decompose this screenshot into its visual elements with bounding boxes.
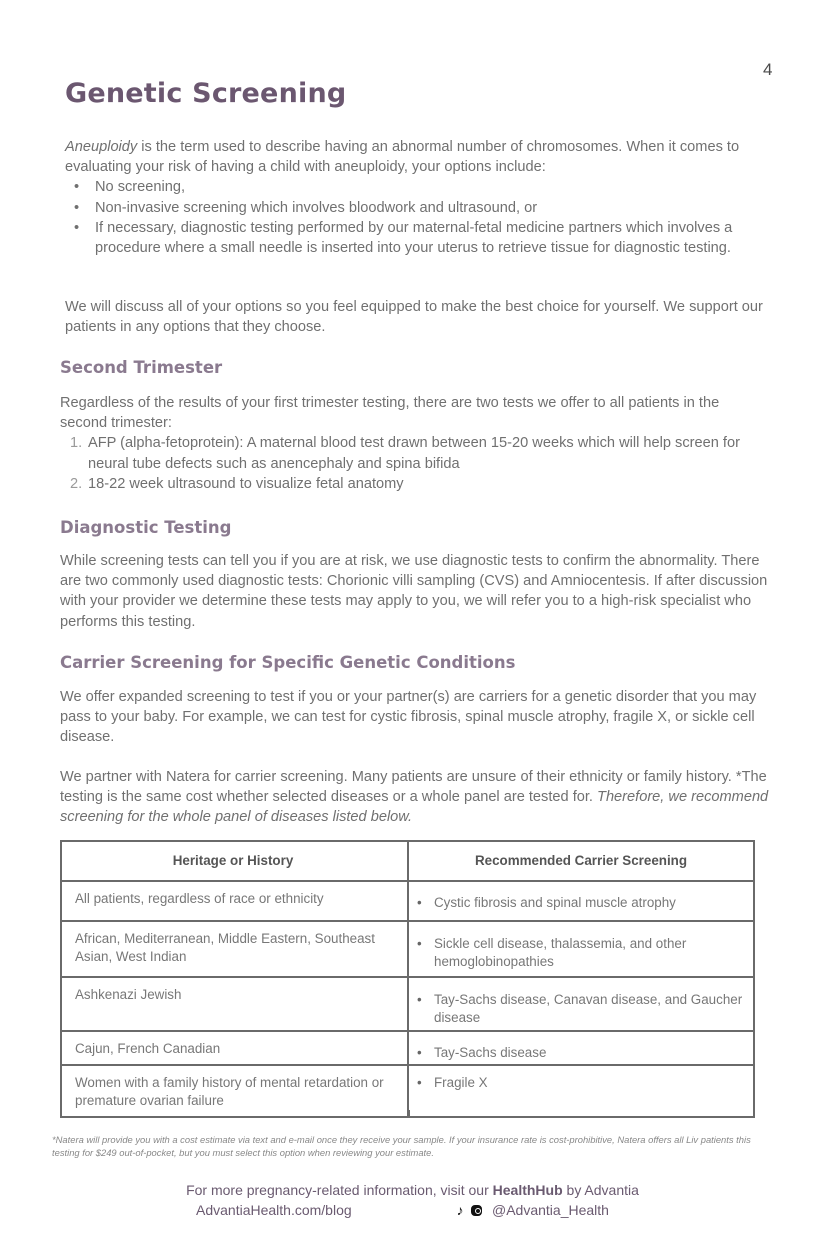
screening-cell — [409, 1032, 753, 1064]
second-trimester-paragraph: Regardless of the results of your first trimester testing, there are two tests we offer to all patients in the second trimester: — [60, 395, 720, 432]
list-number: 1. — [70, 435, 83, 452]
options-list — [65, 177, 775, 258]
table-header-row — [62, 842, 753, 880]
social-handle[interactable]: @Advantia_Health — [492, 1202, 609, 1218]
natera-text: We partner with Natera for carrier screening. Many patients are unsure of their ethnicity or family history. *The testing is the same cost whether selected diseases or a whole panel are tested for. — [60, 769, 767, 806]
bullet-icon: • — [417, 1075, 422, 1090]
intro-paragraph — [65, 137, 775, 177]
carrier-screening-heading: Carrier Screening for Specific Genetic Conditions — [60, 653, 516, 672]
diagnostic-paragraph: While screening tests can tell you if you are at risk, we use diagnostic tests to confirm the abnormality. There are two commonly used diagnostic tests: Chorionic villi sampling (CVS) and Amniocentesis. If after discussion with your provider we determine these tests may apply to you, we will refer you to a high-risk specialist who performs this testing. — [60, 553, 768, 630]
carrier-paragraph: We offer expanded screening to test if you or your partner(s) are carriers for a genetic disorder that you may pass to your baby. For example, we can test for cystic fibrosis, spinal muscle atrophy, fragile X, or sickle cell disease. — [60, 689, 757, 746]
page-title: Genetic Screening — [65, 78, 347, 109]
screening-cell — [409, 882, 753, 920]
screening-text: Sickle cell disease, thalassemia, and other hemoglobinopathies — [434, 936, 687, 969]
screening-text: Fragile X — [434, 1075, 488, 1090]
tests-list — [60, 433, 770, 494]
page-number: 4 — [763, 60, 773, 79]
bullet-icon: • — [417, 895, 422, 910]
screening-cell — [409, 978, 753, 1030]
list-item: • No screening, — [95, 177, 775, 197]
discuss-paragraph: We will discuss all of your options so you feel equipped to make the best choice for yourself. We support our patients in any options that they choose. — [65, 299, 763, 336]
screening-text: Tay-Sachs disease — [434, 1045, 547, 1060]
bullet-icon: • — [417, 936, 422, 951]
table-divider — [408, 1110, 410, 1118]
screening-text: Cystic fibrosis and spinal muscle atrophy — [434, 895, 676, 910]
second-trimester-heading: Second Trimester — [60, 358, 223, 377]
table-row — [62, 920, 753, 976]
list-item: • If necessary, diagnostic testing performed by our maternal-fetal medicine partners which involves a procedure where a small needle is inserted into your uterus to retrieve tissue for diagnostic testing. — [95, 218, 775, 258]
footer-info — [0, 1182, 825, 1198]
heritage-cell: Ashkenazi Jewish — [62, 978, 409, 1030]
natera-paragraph — [60, 767, 775, 828]
list-number: 2. — [70, 475, 83, 492]
instagram-icon[interactable] — [471, 1205, 482, 1216]
natera-recommendation: Therefore, we recommend screening for the whole panel of diseases listed below. — [60, 789, 769, 826]
tiktok-icon[interactable]: ♪ — [456, 1202, 464, 1218]
social-links — [453, 1202, 609, 1218]
second-trimester-section — [60, 393, 770, 494]
table-row — [62, 976, 753, 1030]
list-item — [70, 433, 770, 473]
heritage-cell: Women with a family history of mental retardation or premature ovarian failure — [62, 1066, 409, 1116]
heritage-cell: Cajun, French Canadian — [62, 1032, 409, 1064]
intro-text: is the term used to describe having an abnormal number of chromosomes. When it comes to evaluating your risk of having a child with aneuploidy, your options include: — [65, 139, 740, 176]
intro-term: Aneuploidy — [65, 139, 138, 155]
list-text: 18-22 week ultrasound to visualize fetal anatomy — [88, 475, 404, 492]
list-item — [70, 474, 770, 494]
list-text: AFP (alpha-fetoprotein): A maternal blood test drawn between 15-20 weeks which will help screen for neural tube defects such as anencephaly and spina bifida — [88, 435, 740, 472]
heritage-cell: All patients, regardless of race or ethnicity — [62, 882, 409, 920]
list-item: • Non-invasive screening which involves bloodwork and ultrasound, or — [95, 198, 775, 218]
intro-section — [65, 137, 775, 258]
diagnostic-testing-heading: Diagnostic Testing — [60, 518, 232, 537]
footer-prefix: For more pregnancy-related information, visit our — [186, 1182, 493, 1198]
blog-link[interactable]: AdvantiaHealth.com/blog — [196, 1202, 352, 1218]
table-row — [62, 880, 753, 920]
healthhub-link[interactable]: HealthHub — [492, 1182, 563, 1198]
header-heritage: Heritage or History — [62, 842, 409, 880]
carrier-screening-table — [60, 840, 755, 1118]
screening-cell — [409, 1066, 753, 1116]
footer-suffix: by Advantia — [562, 1182, 639, 1198]
heritage-cell: African, Mediterranean, Middle Eastern, Southeast Asian, West Indian — [62, 922, 409, 976]
table-row — [62, 1064, 753, 1116]
bullet-icon: • — [417, 1045, 422, 1060]
header-screening: Recommended Carrier Screening — [474, 853, 688, 868]
footnote: *Natera will provide you with a cost estimate via text and e-mail once they receive your sample. If your insurance rate is cost-prohibitive, Natera offers all Liv patients this testing for $249 out-of-pocket, but you must select this option when reviewing your estimate. — [52, 1134, 751, 1158]
table-row — [62, 1030, 753, 1064]
bullet-icon: • — [417, 992, 422, 1007]
screening-cell — [409, 922, 753, 976]
screening-text: Tay-Sachs disease, Canavan disease, and Gaucher disease — [434, 992, 743, 1025]
